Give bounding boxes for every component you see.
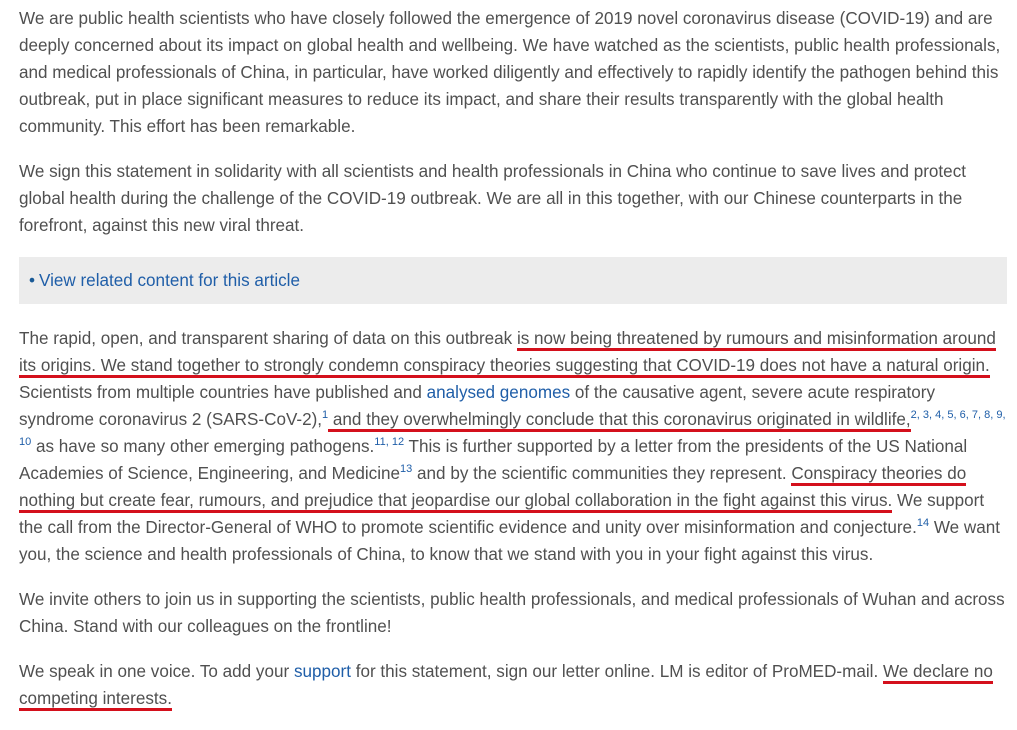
- reference-link[interactable]: 5,: [947, 409, 957, 421]
- reference-link[interactable]: 6,: [959, 409, 969, 421]
- reference-link[interactable]: 4,: [935, 409, 945, 421]
- text-segment: We want you, the science and health professionals of China, to know that we stand with you in your fight against this virus.: [19, 518, 1001, 564]
- paragraph-invite: We invite others to join us in supporting the scientists, public health professionals, and medical professionals of Wuhan and across China. Stand with our colleagues on the frontline!: [19, 590, 1005, 636]
- reference-link[interactable]: 10: [19, 436, 32, 448]
- reference-link[interactable]: 2,: [910, 409, 920, 421]
- highlighted-text: and they overwhelmingly conclude that this coronavirus originated in wildlife,: [328, 410, 910, 432]
- bullet-icon: •: [29, 271, 35, 290]
- support-link[interactable]: support: [293, 662, 351, 681]
- text-segment: of the causative agent, severe acute respiratory syndrome coronavirus 2 (SARS-CoV-2),: [19, 383, 935, 429]
- related-content-link[interactable]: View related content for this article: [39, 271, 300, 290]
- paragraph-solidarity: We sign this statement in solidarity with all scientists and health professionals in China who continue to save lives and protect global health during the challenge of the COVID-19 outbreak. We are all in this together, with our Chinese counterparts in the forefront, against this new viral threat.: [19, 162, 966, 235]
- reference-link[interactable]: 3,: [922, 409, 933, 421]
- paragraph-origins: [19, 325, 1011, 568]
- reference-link[interactable]: 9,: [996, 409, 1006, 421]
- text-segment: This is further supported by a letter from the presidents of the US National Academies of Science, Engineering, and Medicine: [19, 437, 968, 483]
- highlighted-text: Conspiracy theories do nothing but create fear, rumours, and prejudice that jeopardise our global collaboration in the fight against this virus.: [19, 464, 966, 513]
- analysed-genomes-link[interactable]: analysed genomes: [426, 383, 571, 402]
- related-content-box: [19, 257, 1007, 304]
- reference-link[interactable]: 12: [391, 436, 405, 448]
- text-segment: We speak in one voice. To add your: [19, 662, 294, 681]
- article-body: [19, 5, 1011, 730]
- text-segment: and by the scientific communities they represent.: [412, 464, 792, 483]
- paragraph-declaration: [19, 658, 1011, 712]
- text-segment: We support the call from the Director-General of WHO to promote scientific evidence and unity over misinformation and conjecture.: [19, 491, 985, 537]
- text-segment: The rapid, open, and transparent sharing of data on this outbreak: [19, 329, 517, 348]
- text-segment: Scientists from multiple countries have published and: [19, 383, 427, 402]
- highlighted-text: We declare no competing interests.: [19, 662, 993, 711]
- reference-link[interactable]: 13: [400, 463, 413, 475]
- reference-link[interactable]: 1: [322, 409, 329, 421]
- text-segment: for this statement, sign our letter online. LM is editor of ProMED-mail.: [350, 662, 883, 681]
- reference-link[interactable]: 8,: [984, 409, 994, 421]
- highlighted-text: is now being threatened by rumours and misinformation around its origins. We stand together to strongly condemn conspiracy theories suggesting that COVID-19 does not have a natural origin.: [19, 329, 996, 378]
- reference-link[interactable]: 7,: [971, 409, 982, 421]
- text-segment: as have so many other emerging pathogens.: [31, 437, 375, 456]
- paragraph-intro: We are public health scientists who have closely followed the emergence of 2019 novel coronavirus disease (COVID-19) and are deeply concerned about its impact on global health and wellbeing. We have watched as the scientists, public health professionals, and medical professionals of China, in particular, have worked diligently and effectively to rapidly identify the pathogen behind this outbreak, put in place significant measures to reduce its impact, and share their results transparently with the global health community. This effort has been remarkable.: [19, 9, 1001, 136]
- reference-link[interactable]: 11,: [374, 436, 389, 448]
- reference-link[interactable]: 14: [916, 517, 930, 529]
